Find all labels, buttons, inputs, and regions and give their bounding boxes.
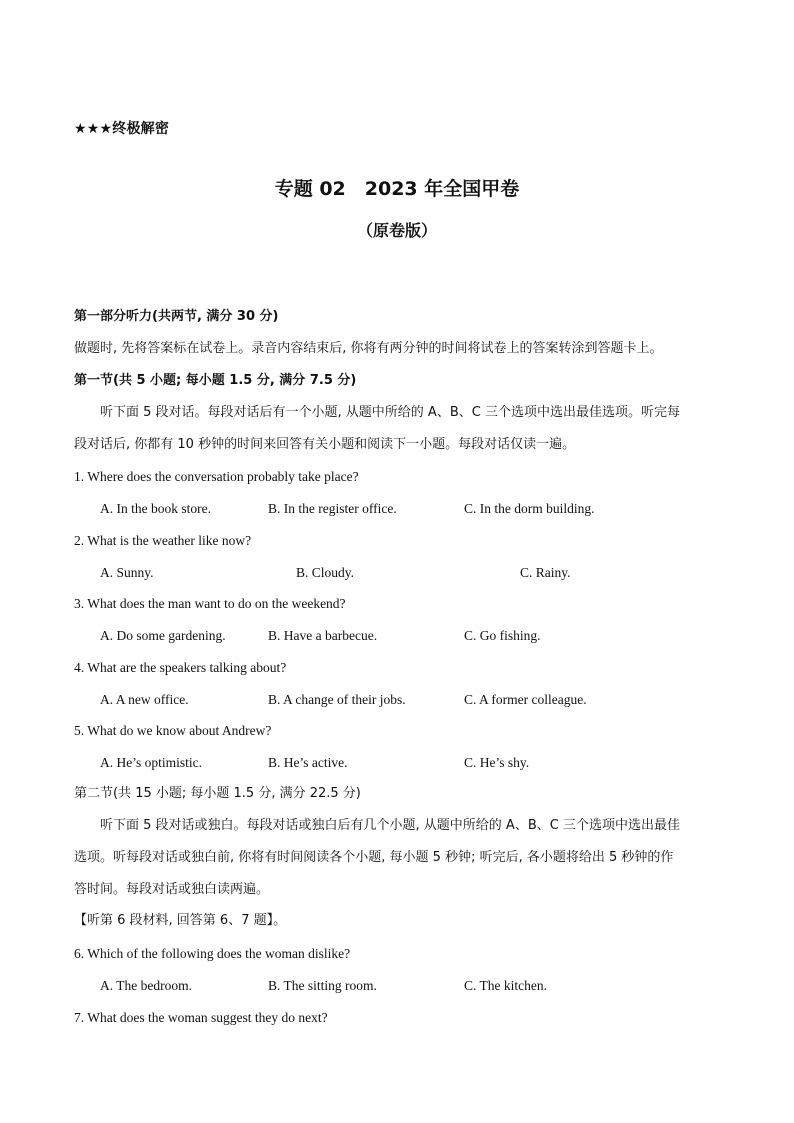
question-2-option-a: A. Sunny.	[100, 565, 154, 580]
section2-instruction-line3: 答时间。每段对话或独白读两遍。	[74, 882, 270, 897]
question-6-option-a: A. The bedroom.	[100, 978, 192, 993]
secret-label: ★★★终极解密	[74, 121, 170, 137]
page-subtitle: （原卷版）	[356, 221, 437, 240]
question-7: 7. What does the woman suggest they do next?	[74, 1010, 328, 1025]
page-title: 专题 02 2023 年全国甲卷	[274, 178, 520, 200]
question-1: 1. Where does the conversation probably take place?	[74, 469, 359, 484]
question-1-option-b: B. In the register office.	[268, 501, 397, 516]
question-6-option-b: B. The sitting room.	[268, 978, 377, 993]
question-1-option-a: A. In the book store.	[100, 501, 211, 516]
question-3-option-a: A. Do some gardening.	[100, 628, 226, 643]
section1-heading: 第一节(共 5 小题; 每小题 1.5 分, 满分 7.5 分)	[74, 373, 357, 388]
section1-instruction-line2: 段对话后, 你都有 10 秒钟的时间来回答有关小题和阅读下一小题。每段对话仅读一遍。	[74, 437, 576, 452]
question-3-option-b: B. Have a barbecue.	[268, 628, 378, 643]
question-5: 5. What do we know about Andrew?	[74, 723, 272, 738]
question-2: 2. What is the weather like now?	[74, 533, 252, 548]
question-4-option-a: A. A new office.	[100, 692, 189, 707]
question-3: 3. What does the man want to do on the weekend?	[74, 596, 346, 611]
question-5-option-c: C. He’s shy.	[464, 755, 530, 770]
question-5-option-a: A. He’s optimistic.	[100, 755, 202, 770]
section2-heading: 第二节(共 15 小题; 每小题 1.5 分, 满分 22.5 分)	[74, 786, 361, 801]
section2-instruction-line1: 听下面 5 段对话或独白。每段对话或独白后有几个小题, 从题中所给的 A、B、C 三个选项中选出最佳	[100, 818, 680, 833]
material-note: 【听第 6 段材料, 回答第 6、7 题】。	[74, 913, 287, 928]
question-4-option-b: B. A change of their jobs.	[268, 692, 406, 707]
question-3-option-c: C. Go fishing.	[464, 628, 541, 643]
question-6: 6. Which of the following does the woman dislike?	[74, 946, 351, 961]
question-5-option-b: B. He’s active.	[268, 755, 348, 770]
question-4-option-c: C. A former colleague.	[464, 692, 587, 707]
question-2-option-c: C. Rainy.	[520, 565, 571, 580]
question-4: 4. What are the speakers talking about?	[74, 660, 287, 675]
part1-heading: 第一部分听力(共两节, 满分 30 分)	[74, 309, 279, 324]
question-6-option-c: C. The kitchen.	[464, 978, 547, 993]
part1-instruction: 做题时, 先将答案标在试卷上。录音内容结束后, 你将有两分钟的时间将试卷上的答案转涂到答题卡上。	[74, 341, 663, 356]
question-1-option-c: C. In the dorm building.	[464, 501, 595, 516]
section2-instruction-line2: 选项。听每段对话或独白前, 你将有时间阅读各个小题, 每小题 5 秒钟; 听完后, 各小题将给出 5 秒钟的作	[74, 850, 674, 865]
section1-instruction-line1: 听下面 5 段对话。每段对话后有一个小题, 从题中所给的 A、B、C 三个选项中选出最佳选项。听完每	[100, 405, 680, 420]
question-2-option-b: B. Cloudy.	[296, 565, 355, 580]
